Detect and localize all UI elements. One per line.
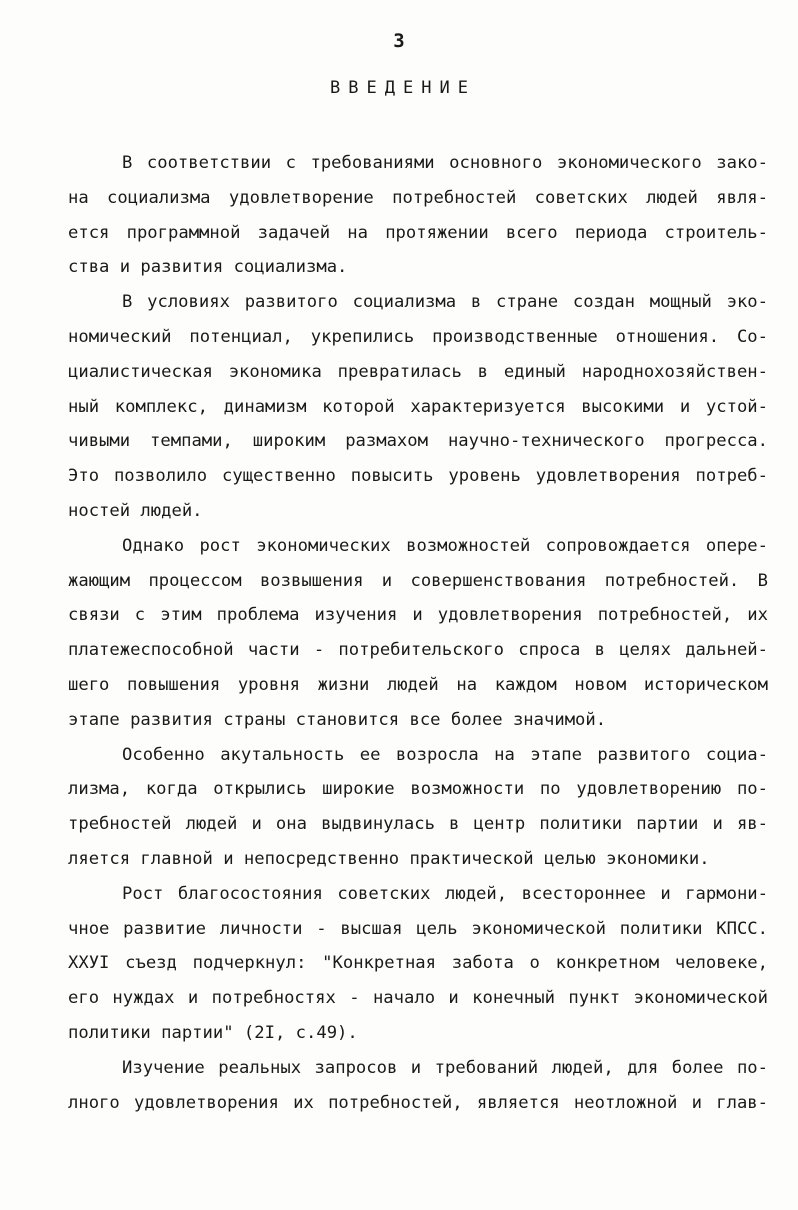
text-line: Изучение реальных запросов и требований людей, для более по- xyxy=(122,1057,768,1078)
text-line: чное развитие личности - высшая цель экономической политики КПСС. xyxy=(68,918,768,939)
text-line: лизма, когда открылись широкие возможности по удовлетворению по- xyxy=(68,779,768,800)
text-line: Однако рост экономических возможностей сопровождается опере- xyxy=(122,535,768,556)
page-title: ВВЕДЕНИЕ xyxy=(330,78,476,98)
text-line: шего повышения уровня жизни людей на каждом новом историческом xyxy=(68,674,768,695)
text-line: чивыми темпами, широким размахом научно-технического прогресса. xyxy=(68,431,768,452)
paragraph xyxy=(68,738,768,877)
text-line: на социализма удовлетворение потребностей советских людей явля- xyxy=(68,187,768,208)
text-line: циалистическая экономика превратилась в единый народнохозяйствен- xyxy=(68,361,768,382)
text-line: Это позволило существенно повысить уровень удовлетворения потреб- xyxy=(68,466,768,487)
text-line: ства и развития социализма. xyxy=(68,257,348,278)
text-line: В соответствии с требованиями основного экономического зако- xyxy=(122,153,768,173)
text-line: требностей людей и она выдвинулась в центр политики партии и яв- xyxy=(68,814,768,835)
text-line: ется программной задачей на протяжении всего периода строитель- xyxy=(68,222,768,243)
text-line: лного удовлетворения их потребностей, является неотложной и глав- xyxy=(68,1092,768,1113)
text-line: этапе развития страны становится все более значимой. xyxy=(68,709,607,730)
text-line: ный комплекс, динамизм которой характеризуется высокими и устой- xyxy=(68,396,768,417)
text-line: Особенно акутальность ее возросла на этапе развитого социа- xyxy=(122,744,768,765)
paragraph xyxy=(68,285,768,529)
page-number: 3 xyxy=(393,30,405,52)
text-line: ХХУI съезд подчеркнул: "Конкретная забота о конкретном человеке, xyxy=(68,953,768,974)
text-line: номический потенциал, укрепились производственные отношения. Со- xyxy=(68,326,768,347)
text-line: жающим процессом возвышения и совершенствования потребностей. В xyxy=(68,570,768,591)
paragraph xyxy=(68,1051,768,1121)
text-line: связи с этим проблема изучения и удовлетворения потребностей, их xyxy=(68,605,768,626)
text-line: В условиях развитого социализма в стране создан мощный эко- xyxy=(122,292,768,313)
text-line: ляется главной и непосредственно практической целью экономики. xyxy=(68,848,710,869)
text-line: политики партии" (2I, с.49). xyxy=(68,1022,358,1043)
text-line: его нуждах и потребностях - начало и конечный пункт экономической xyxy=(68,988,768,1009)
paragraph xyxy=(68,877,768,1051)
body-text xyxy=(68,146,768,1120)
paragraph xyxy=(68,146,768,285)
paragraph xyxy=(68,529,768,738)
text-line: ностей людей. xyxy=(68,500,203,521)
text-line: платежеспособной части - потребительского спроса в целях дальней- xyxy=(68,640,768,661)
text-line: Рост благосостояния советских людей, всестороннее и гармони- xyxy=(122,883,768,904)
